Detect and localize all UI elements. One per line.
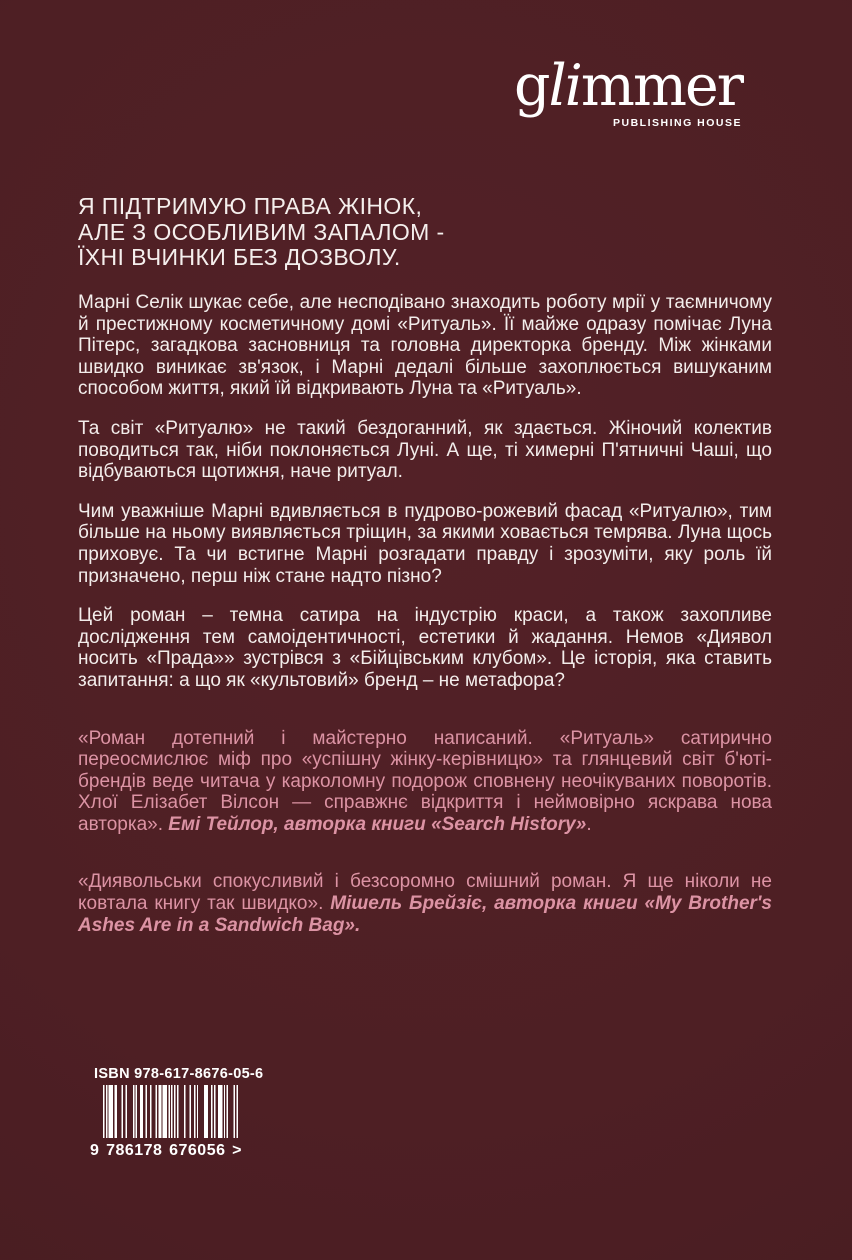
barcode-digit-group-1: 9 (90, 1142, 100, 1159)
barcode-digit-group-2: 786178 (106, 1142, 163, 1159)
wordmark-g: g (513, 53, 549, 119)
review-quote-2 (78, 871, 772, 936)
isbn-label: ISBN 978-617-8676-05-6 (94, 1066, 264, 1082)
review-2-text: «Диявольськи спокусливий і безсоромно смішний роман. Я ще ніколи не ковтала книгу так швидко». (78, 871, 772, 915)
publisher-subtitle: PUBLISHING HOUSE (612, 117, 742, 129)
review-2-attribution: Мішель Брейзіє, авторка книги «My Brother's Ashes Are in a Sandwich Bag». (78, 893, 772, 936)
tagline-line-2: АЛЕ З ОСОБЛИВИМ ЗАПАЛОМ - (78, 218, 445, 245)
isbn-barcode-block (90, 1066, 264, 1160)
tagline (78, 194, 445, 271)
synopsis-paragraph-3: Чим уважніше Марні вдивляється в пудрово-рожевий фасад «Ритуалю», тим більше на ньому виявляється тріщин, за якими ховається темрява. Луна щось приховує. Та чи встигне Марні розгадати правду і зрозуміти, яку роль їй призначено, перш ніж стане надто пізно? (78, 500, 772, 587)
tagline-line-1: Я ПІДТРИМУЮ ПРАВА ЖІНОК, (78, 193, 423, 219)
tagline-line-3: ЇХНІ ВЧИНКИ БЕЗ ДОЗВОЛУ. (78, 244, 401, 270)
wordmark-rest: mmer (580, 53, 742, 119)
barcode-digits (90, 1142, 242, 1160)
synopsis-and-reviews (78, 292, 772, 954)
review-1-suffix: . (586, 813, 592, 835)
publisher-wordmark (513, 53, 742, 119)
review-1-text: «Роман дотепний і майстерно написаний. «Ритуаль» сатирично переосмислює міф про «успішну жінку-керівницю» та глянцевий світ б'юті-брендів веде читача у карколомну подорож сповнену неочікуваних поворотів. Хлої Елізабет Вілсон — справжнє відкриття і неймовірно яскрава нова авторка». (78, 727, 772, 835)
barcode-digit-group-3: 676056 (169, 1142, 226, 1159)
publisher-logo (513, 53, 742, 129)
synopsis-paragraph-2: Та світ «Ритуалю» не такий бездоганний, як здається. Жіночий колектив поводиться так, ніби поклоняється Луні. А ще, ті химерні П'ятничні Чаші, що відбуваються щотижня, наче ритуал. (78, 417, 772, 483)
barcode-icon (103, 1085, 238, 1138)
barcode-arrow: > (232, 1142, 242, 1159)
review-1-attribution: Емі Тейлор, авторка книги «Search History» (168, 813, 587, 835)
synopsis-paragraph-1: Марні Селік шукає себе, але несподівано знаходить роботу мрії у таємничому й престижному косметичному домі «Ритуаль». Її майже одразу помічає Луна Пітерс, загадкова засновниця та головна директорка бренду. Між жінками швидко виникає зв'язок, і Марні дедалі більше захоплюється вишуканим способом життя, який їй відкривають Луна та «Ритуаль». (78, 292, 772, 400)
review-quote-1 (78, 728, 772, 836)
synopsis-paragraph-4: Цей роман – темна сатира на індустрію краси, а також захопливе дослідження тем самоідентичності, естетики й жадання. Немов «Диявол носить «Прада»» зустрівся з «Бійцівським клубом». Це історія, яка ставить запитання: а що як «культовий» бренд – не метафора? (78, 605, 772, 691)
wordmark-li-ligature: li (548, 53, 581, 119)
